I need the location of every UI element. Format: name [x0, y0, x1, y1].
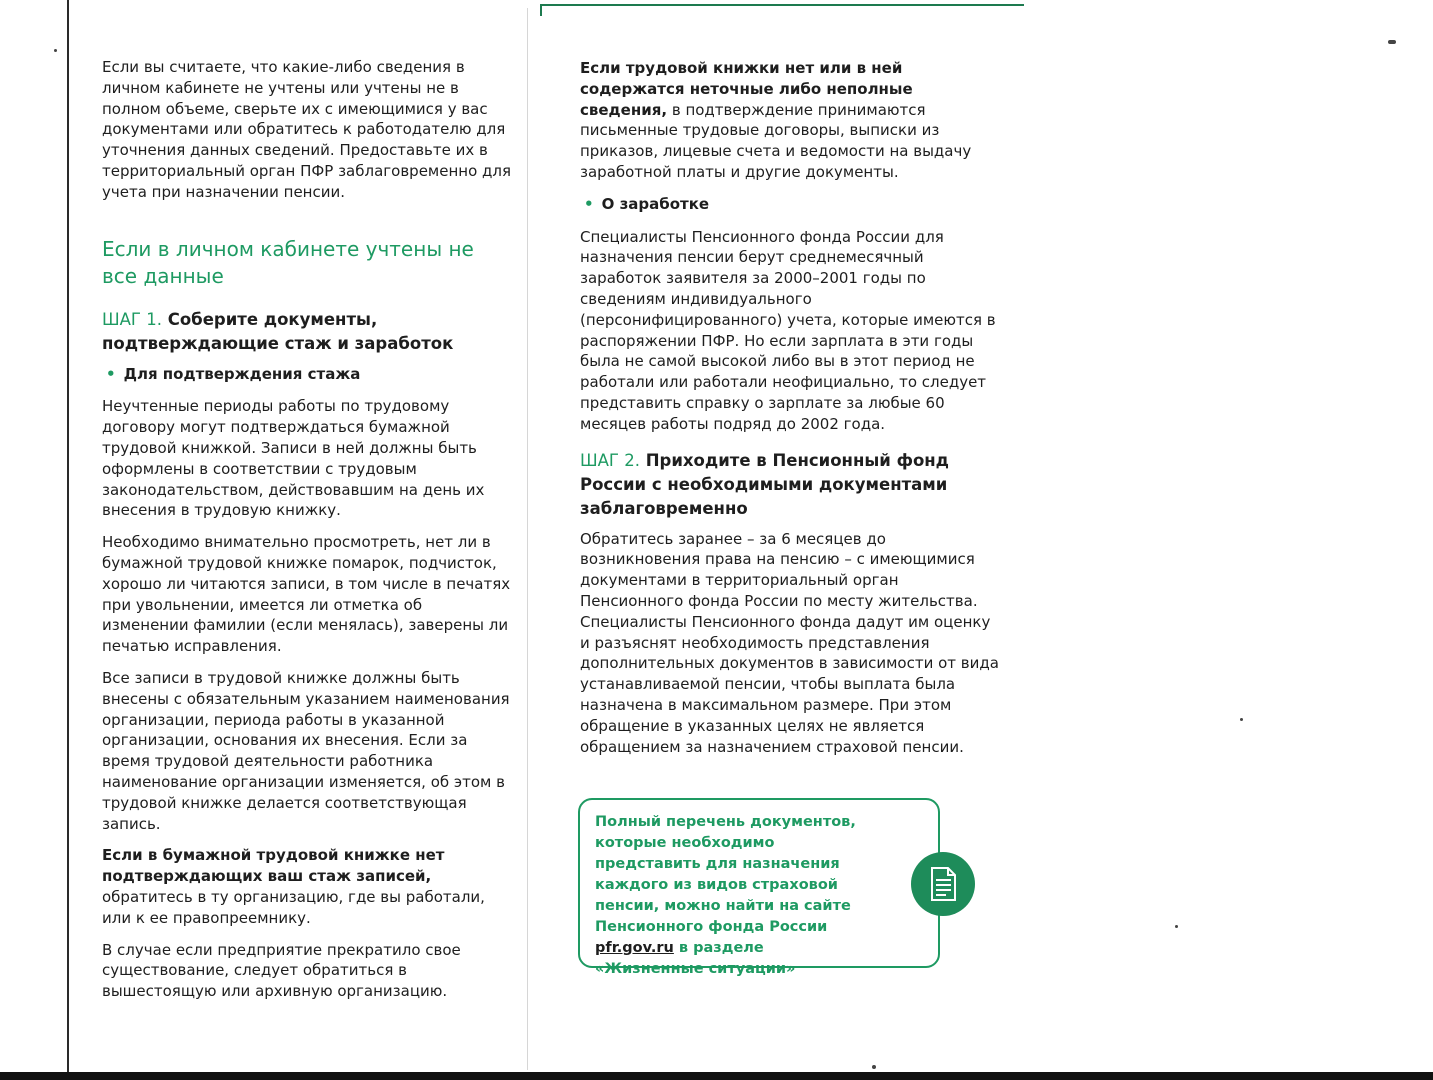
- scan-speck: [54, 49, 57, 52]
- green-top-rule: [540, 4, 1024, 6]
- bullet-earnings: [584, 194, 1000, 215]
- paragraph-4: [102, 845, 512, 928]
- step-1-label: ШАГ 1.: [102, 309, 162, 329]
- paragraph-4-bold: Если в бумажной трудовой книжке нет подтверждающих ваш стаж записей,: [102, 846, 445, 886]
- scan-speck: [1240, 718, 1243, 721]
- bullet-dot-icon: •: [106, 364, 116, 383]
- paragraph-no-book: [580, 58, 1000, 183]
- paragraph-4-rest: обратитесь в ту организацию, где вы работали, или к ее правопреемнику.: [102, 887, 485, 927]
- paragraph-5: В случае если предприятие прекратило свое существование, следует обратиться в вышестоящую или архивную организацию.: [102, 940, 461, 1001]
- right-column: [580, 58, 1000, 768]
- green-top-rule-tick: [540, 4, 542, 16]
- bullet-experience-text: Для подтверждения стажа: [123, 364, 361, 383]
- section-heading: Если в личном кабинете учтены не все данные: [102, 236, 474, 288]
- paragraph-earnings: Специалисты Пенсионного фонда России для назначения пенсии берут среднемесячный заработок заявителя за 2000–2001 годы по сведениям индивидуального (персонифицированного) учета, которые имеются в распоряжении ПФР. Но если зарплата в эти годы была не самой высокой либо вы в этот период не работали или работали неофициально, то следует представить справку о зарплате за любые 60 месяцев работы подряд до 2002 года.: [580, 227, 996, 433]
- paragraph-2: Необходимо внимательно просмотреть, нет ли в бумажной трудовой книжке помарок, подчисток, хорошо ли читаются записи, в том числе в печатях при увольнении, имеется ли отметка об изменении фамилии (если менялась), заверены ли печатью исправления.: [102, 533, 511, 656]
- bullet-experience: [106, 364, 512, 385]
- paragraph-no-book-bold: Если трудовой книжки нет или в ней содержатся неточные либо неполные сведения,: [580, 59, 913, 119]
- scan-speck: [1175, 925, 1178, 928]
- scan-speck: [872, 1065, 876, 1069]
- step-1-title: Соберите документы, подтверждающие стаж и заработок: [102, 309, 454, 353]
- paragraph-1: Неучтенные периоды работы по трудовому договору могут подтверждаться бумажной трудовой книжкой. Записи в ней должны быть оформлены в соответствии с трудовым законодательством, действовавшим на день их внесения в трудовую книжку.: [102, 397, 485, 520]
- paragraph-3: Все записи в трудовой книжке должны быть внесены с обязательным указанием наименования организации, периода работы в указанной организации, основания их внесения. Если за время трудовой деятельности работника наименование организации изменяется, об этом в трудовой книжке делается соответствующая запись.: [102, 668, 510, 833]
- document-icon: [911, 852, 975, 916]
- scan-speck: [1388, 40, 1396, 44]
- scan-left-edge: [67, 0, 69, 1078]
- paragraph-step-2: Обратитесь заранее – за 6 месяцев до возникновения права на пенсию – с имеющимися документами в территориальный орган Пенсионного фонда России по месту жительства. Специалисты Пенсионного фонда дадут им оценку и разъяснят необходимость представления дополнительных документов в зависимости от вида устанавливаемой пенсии, чтобы выплата была назначена в максимальном размере. При этом обращение в указанных целях не является обращением за назначением страховой пенсии.: [580, 529, 999, 756]
- intro-paragraph: Если вы считаете, что какие-либо сведения в личном кабинете не учтены или учтены не в полном объеме, сверьте их с имеющимися у вас документами или обратитесь к работодателю для уточнения данных сведений. Предоставьте их в территориальный орган ПФР заблаговременно для учета при назначении пенсии.: [102, 58, 512, 201]
- step-1-heading: [102, 308, 512, 356]
- scan-bottom-edge: [0, 1072, 1433, 1080]
- callout-text-end: в разделе «Жизненные ситуации»: [595, 940, 796, 977]
- step-2-label: ШАГ 2.: [580, 450, 640, 470]
- bullet-dot-icon: •: [584, 194, 594, 213]
- bullet-earnings-text: О заработке: [601, 194, 710, 213]
- pfr-site-link[interactable]: pfr.gov.ru: [595, 940, 674, 956]
- step-2-heading: [580, 449, 1000, 521]
- left-column: [102, 57, 512, 1013]
- info-callout: [578, 798, 940, 977]
- paragraph-no-book-rest: в подтверждение принимаются письменные трудовые договоры, выписки из приказов, лицевые счета и ведомости на выдачу заработной платы и другие документы.: [580, 100, 972, 181]
- page-fold-line: [527, 8, 528, 1070]
- callout-text: Полный перечень документов, которые необходимо представить для назначения каждого из видов страховой пенсии, можно найти на сайте Пенсионного фонда России: [595, 814, 856, 935]
- step-2-title: Приходите в Пенсионный фонд России с необходимыми документами заблаговременно: [580, 450, 950, 518]
